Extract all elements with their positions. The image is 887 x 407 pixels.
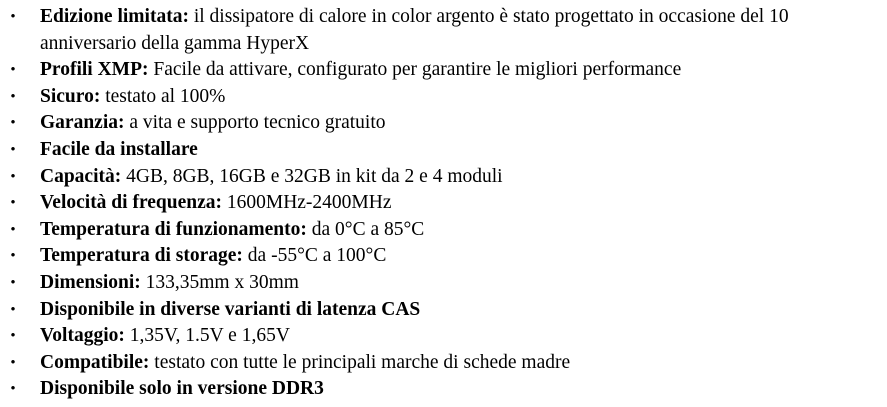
item-label: Sicuro: [40, 85, 101, 107]
bullet-icon: • [10, 88, 16, 105]
list-item-sicuro [0, 84, 887, 111]
bullet-icon: • [10, 221, 16, 238]
item-text: da -55°C a 100°C [247, 245, 387, 267]
feature-list [0, 4, 887, 403]
list-item-latenza-cas [0, 297, 887, 324]
bullet-icon: • [10, 168, 16, 185]
item-label: Edizione limitata: [40, 6, 189, 27]
list-item-edizione-limitata [0, 4, 887, 57]
list-item-garanzia [0, 110, 887, 137]
item-label: Compatibile: [40, 351, 150, 373]
bullet-icon: • [10, 115, 16, 132]
bullet-icon: • [10, 274, 16, 291]
item-label: Disponibile solo in versione DDR3 [40, 378, 324, 400]
bullet-icon: • [10, 381, 16, 398]
bullet-icon: • [10, 328, 16, 345]
item-text: il dissipatore di calore in color argento è stato progettato in occasione del 10 anniversario della gamma HyperX [40, 6, 789, 54]
item-label: Disponibile in diverse varianti di latenza CAS [40, 298, 421, 320]
list-item-temperatura-di-funzionamento [0, 217, 887, 244]
item-label: Profili XMP: [40, 59, 149, 81]
bullet-icon: • [10, 9, 16, 25]
item-label: Garanzia: [40, 112, 125, 134]
list-item-capacita [0, 164, 887, 191]
item-text: 1600MHz-2400MHz [226, 192, 392, 214]
bullet-icon: • [10, 248, 16, 265]
item-text: 4GB, 8GB, 16GB e 32GB in kit da 2 e 4 moduli [126, 165, 503, 187]
item-label: Temperatura di storage: [40, 245, 243, 267]
list-item-voltaggio [0, 323, 887, 350]
list-item-ddr3 [0, 376, 887, 403]
item-text: Facile da attivare, configurato per garantire le migliori performance [153, 59, 682, 81]
item-text: 1,35V, 1.5V e 1,65V [129, 325, 290, 347]
item-label: Dimensioni: [40, 271, 141, 293]
list-item-compatibile [0, 350, 887, 377]
item-label: Facile da installare [40, 138, 198, 160]
item-text: 133,35mm x 30mm [145, 271, 299, 293]
list-item-profili-xmp [0, 57, 887, 84]
bullet-icon: • [10, 141, 16, 158]
item-label: Velocità di frequenza: [40, 192, 222, 214]
bullet-icon: • [10, 62, 16, 79]
bullet-icon: • [10, 195, 16, 212]
item-label: Capacità: [40, 165, 122, 187]
list-item-velocita-di-frequenza [0, 190, 887, 217]
bullet-icon: • [10, 301, 16, 318]
list-item-dimensioni [0, 270, 887, 297]
item-label: Temperatura di funzionamento: [40, 218, 307, 240]
list-item-facile-da-installare [0, 137, 887, 164]
bullet-icon: • [10, 354, 16, 371]
item-text: testato al 100% [105, 85, 226, 107]
item-label: Voltaggio: [40, 325, 125, 347]
item-text: a vita e supporto tecnico gratuito [129, 112, 386, 134]
item-text: testato con tutte le principali marche di schede madre [154, 351, 571, 373]
item-text: da 0°C a 85°C [311, 218, 425, 240]
list-item-temperatura-di-storage [0, 243, 887, 270]
